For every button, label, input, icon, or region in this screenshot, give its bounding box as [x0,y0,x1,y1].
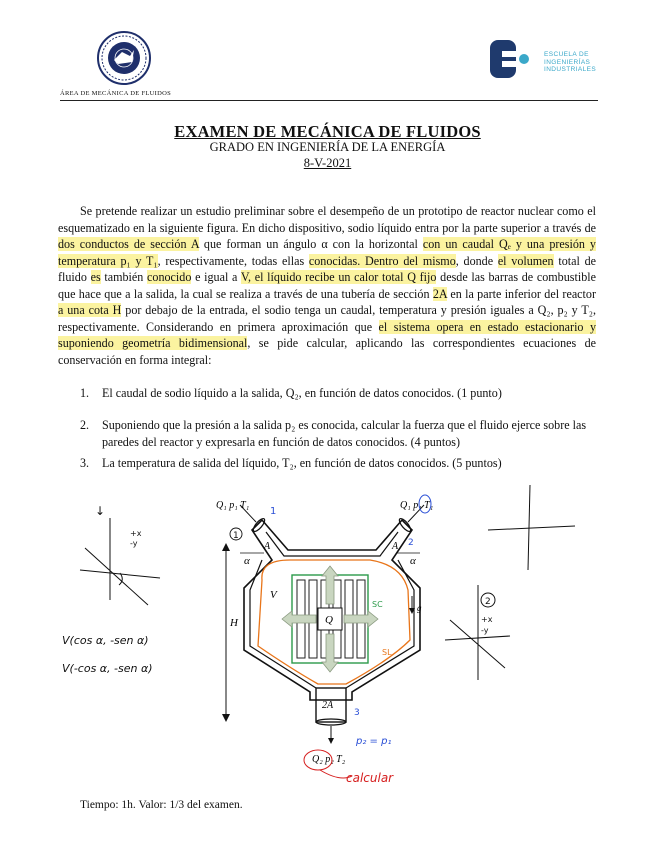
note-1: 1 [233,531,239,541]
note-v1: V(cos α, -sen α) [62,634,149,647]
highlighted-text: el sistema opera en estado estacionario y suponiendo geometría bidimensional [58,319,596,350]
note-calcular: calcular [346,771,394,785]
statement-text: por debajo de la entrada, el sodio tenga un caudal, temperatura y presión iguales a Q₂, p₂ y T₂, respectivamente. Considerando en primera aproximación que [58,303,596,334]
university-seal-icon [96,30,152,86]
header-divider [60,100,598,101]
question-item [80,455,600,472]
highlighted-text: es [90,270,101,284]
highlighted-text: el volumen [497,253,554,268]
note-2: 2 [408,538,414,548]
highlighted-text: 2A [432,286,447,301]
note-arrow: ↓ [95,504,106,518]
statement-text: total de fluido [58,253,596,284]
statement-text: también [100,270,148,284]
statement-text: e igual a [191,270,241,284]
problem-statement [58,203,596,368]
heat-label: Q [325,614,333,626]
angle-label-left: α [244,555,250,567]
question-item [80,385,600,402]
exam-date: 8-V-2021 [303,156,352,170]
question-text: La temperatura de salida del líquido, T₂, en función de datos conocidos. (5 puntos) [102,456,502,470]
highlighted-text: con un caudal Qₑ y una presión y temperatura p₁ y T₁ [58,237,596,268]
section-label-left: A [264,541,271,552]
note-sc: SC [372,600,383,609]
height-label: H [230,617,238,629]
question-item [80,417,600,450]
note-axes-x: +x [130,529,142,538]
note-axes-y: -y [130,539,138,548]
exam-title: EXAMEN DE MECÁNICA DE FLUIDOS [174,122,481,141]
school-name [544,51,596,74]
school-line: INGENIERÍAS [544,58,591,66]
section-label-right: A [392,541,399,552]
highlighted-text: dos conductos de sección A [58,237,199,251]
statement-text: Se pretende realizar un estudio preliminar sobre el desempeño de un prototipo de reactor nuclear como el esquematizado en la siguiente figura. En dicho dispositivo, sodio líquido entra por la parte superior a través de [58,204,596,235]
statement-text: desde las barras de combustible que hace que a la salida, la cual se realiza a través de una tubería de sección [58,270,596,301]
highlighted-text: V, el líquido recibe un calor total Q fijo [240,270,437,284]
statement-text: que forman un ángulo α con la horizontal [198,237,423,251]
highlighted-text: a una cota H [58,303,122,317]
area-label: ÁREA DE MECÁNICA DE FLUIDOS [60,90,172,97]
inlet-right-label: Q₁ p₁ T₁ [400,500,434,511]
statement-text: , se pide calcular, aplicando las correspondientes ecuaciones de conservación en forma integral: [58,336,597,367]
degree-title: GRADO EN INGENIERÍA DE LA ENERGÍA [209,140,446,154]
statement-text: , respectivamente, todas ellas [157,253,309,268]
outlet-label: Q₂ p₂ T₂ [312,754,346,765]
reactor-figure [0,480,655,790]
school-line: ESCUELA DE [544,51,589,58]
angle-label-right: α [410,555,416,567]
statement-text: en la parte inferior del reactor [446,286,596,301]
note-axes-y-right: -y [481,626,489,635]
note-v2: V(-cos α, -sen α) [62,662,153,675]
note-1-blue: 1 [270,506,277,517]
outlet-section-label: 2A [322,700,334,711]
highlighted-text: conocidas. Dentro del mismo [308,253,456,268]
question-text: El caudal de sodio líquido a la salida, Q₂, en función de datos conocidos. (1 punto) [102,386,502,400]
note-axes-x-right: +x [481,615,493,624]
statement-text: , donde [455,253,498,268]
inlet-left-label: Q₁ p₁ T₁ [216,500,250,511]
note-sl: SL [382,648,392,657]
school-line: INDUSTRIALES [544,66,597,73]
highlighted-text: conocido [147,270,192,284]
question-number: 1. [80,386,90,400]
question-number: 3. [80,456,90,470]
note-2-right: 2 [485,597,491,607]
question-text: Suponiendo que la presión a la salida p₂ es conocida, calcular la fuerza que el fluido ejerce sobre las paredes del reactor y expresarla en función de datos conocidos. (4 puntos) [102,418,587,449]
exam-footer: Tiempo: 1h. Valor: 1/3 del examen. [80,799,243,811]
note-p2-eq: p₂ = p₁ [356,736,392,747]
volume-label: V [270,589,277,601]
gravity-label: g [417,603,422,613]
question-number: 2. [80,418,90,432]
note-3: 3 [354,708,360,718]
